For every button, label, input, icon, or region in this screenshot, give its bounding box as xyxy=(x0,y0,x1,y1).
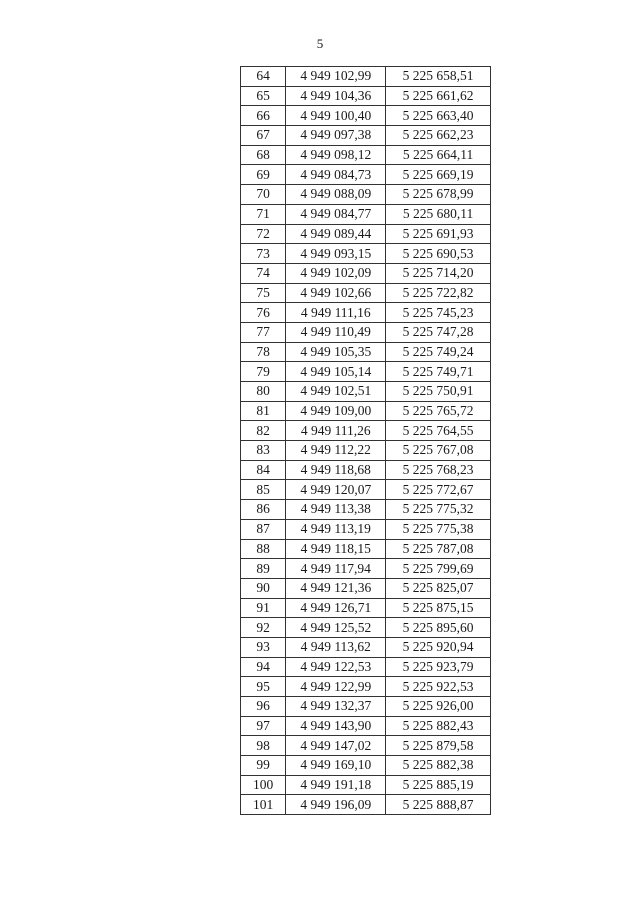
y-coordinate-cell: 5 225 879,58 xyxy=(386,736,491,756)
table-row xyxy=(241,283,491,303)
table-row xyxy=(241,500,491,520)
point-number-cell: 95 xyxy=(241,677,286,697)
point-number-cell: 99 xyxy=(241,756,286,776)
x-coordinate-cell: 4 949 102,09 xyxy=(286,263,386,283)
x-coordinate-cell: 4 949 126,71 xyxy=(286,598,386,618)
y-coordinate-cell: 5 225 775,38 xyxy=(386,519,491,539)
point-number-cell: 65 xyxy=(241,86,286,106)
point-number-cell: 100 xyxy=(241,775,286,795)
y-coordinate-cell: 5 225 882,38 xyxy=(386,756,491,776)
point-number-cell: 77 xyxy=(241,322,286,342)
x-coordinate-cell: 4 949 084,73 xyxy=(286,165,386,185)
y-coordinate-cell: 5 225 749,24 xyxy=(386,342,491,362)
table-row xyxy=(241,795,491,815)
y-coordinate-cell: 5 225 922,53 xyxy=(386,677,491,697)
y-coordinate-cell: 5 225 747,28 xyxy=(386,322,491,342)
point-number-cell: 92 xyxy=(241,618,286,638)
y-coordinate-cell: 5 225 875,15 xyxy=(386,598,491,618)
y-coordinate-cell: 5 225 787,08 xyxy=(386,539,491,559)
x-coordinate-cell: 4 949 132,37 xyxy=(286,697,386,717)
y-coordinate-cell: 5 225 775,32 xyxy=(386,500,491,520)
x-coordinate-cell: 4 949 110,49 xyxy=(286,322,386,342)
point-number-cell: 69 xyxy=(241,165,286,185)
y-coordinate-cell: 5 225 662,23 xyxy=(386,126,491,146)
table-row xyxy=(241,224,491,244)
y-coordinate-cell: 5 225 745,23 xyxy=(386,303,491,323)
y-coordinate-cell: 5 225 750,91 xyxy=(386,382,491,402)
x-coordinate-cell: 4 949 093,15 xyxy=(286,244,386,264)
y-coordinate-cell: 5 225 888,87 xyxy=(386,795,491,815)
point-number-cell: 101 xyxy=(241,795,286,815)
point-number-cell: 96 xyxy=(241,697,286,717)
y-coordinate-cell: 5 225 658,51 xyxy=(386,67,491,87)
y-coordinate-cell: 5 225 767,08 xyxy=(386,441,491,461)
y-coordinate-cell: 5 225 765,72 xyxy=(386,401,491,421)
table-row xyxy=(241,145,491,165)
x-coordinate-cell: 4 949 113,38 xyxy=(286,500,386,520)
x-coordinate-cell: 4 949 098,12 xyxy=(286,145,386,165)
table-row xyxy=(241,657,491,677)
x-coordinate-cell: 4 949 147,02 xyxy=(286,736,386,756)
point-number-cell: 67 xyxy=(241,126,286,146)
y-coordinate-cell: 5 225 664,11 xyxy=(386,145,491,165)
x-coordinate-cell: 4 949 121,36 xyxy=(286,578,386,598)
table-row xyxy=(241,578,491,598)
point-number-cell: 83 xyxy=(241,441,286,461)
point-number-cell: 90 xyxy=(241,578,286,598)
point-number-cell: 98 xyxy=(241,736,286,756)
point-number-cell: 97 xyxy=(241,716,286,736)
x-coordinate-cell: 4 949 118,15 xyxy=(286,539,386,559)
point-number-cell: 89 xyxy=(241,559,286,579)
x-coordinate-cell: 4 949 109,00 xyxy=(286,401,386,421)
x-coordinate-cell: 4 949 120,07 xyxy=(286,480,386,500)
table-row xyxy=(241,263,491,283)
point-number-cell: 82 xyxy=(241,421,286,441)
table-row xyxy=(241,441,491,461)
point-number-cell: 71 xyxy=(241,204,286,224)
page-number: 5 xyxy=(316,36,324,51)
table-row xyxy=(241,362,491,382)
table-row xyxy=(241,86,491,106)
x-coordinate-cell: 4 949 102,99 xyxy=(286,67,386,87)
x-coordinate-cell: 4 949 113,62 xyxy=(286,637,386,657)
table-row xyxy=(241,775,491,795)
x-coordinate-cell: 4 949 089,44 xyxy=(286,224,386,244)
y-coordinate-cell: 5 225 926,00 xyxy=(386,697,491,717)
coordinates-table xyxy=(240,66,491,815)
point-number-cell: 78 xyxy=(241,342,286,362)
x-coordinate-cell: 4 949 105,35 xyxy=(286,342,386,362)
table-row xyxy=(241,716,491,736)
x-coordinate-cell: 4 949 111,16 xyxy=(286,303,386,323)
table-row xyxy=(241,244,491,264)
x-coordinate-cell: 4 949 111,26 xyxy=(286,421,386,441)
table-row xyxy=(241,322,491,342)
table-row xyxy=(241,185,491,205)
point-number-cell: 72 xyxy=(241,224,286,244)
table-row xyxy=(241,303,491,323)
y-coordinate-cell: 5 225 764,55 xyxy=(386,421,491,441)
point-number-cell: 73 xyxy=(241,244,286,264)
y-coordinate-cell: 5 225 678,99 xyxy=(386,185,491,205)
table-row xyxy=(241,67,491,87)
x-coordinate-cell: 4 949 122,53 xyxy=(286,657,386,677)
point-number-cell: 85 xyxy=(241,480,286,500)
x-coordinate-cell: 4 949 097,38 xyxy=(286,126,386,146)
y-coordinate-cell: 5 225 680,11 xyxy=(386,204,491,224)
table-row xyxy=(241,539,491,559)
y-coordinate-cell: 5 225 749,71 xyxy=(386,362,491,382)
table-row xyxy=(241,106,491,126)
point-number-cell: 64 xyxy=(241,67,286,87)
point-number-cell: 76 xyxy=(241,303,286,323)
point-number-cell: 94 xyxy=(241,657,286,677)
y-coordinate-cell: 5 225 690,53 xyxy=(386,244,491,264)
y-coordinate-cell: 5 225 663,40 xyxy=(386,106,491,126)
point-number-cell: 86 xyxy=(241,500,286,520)
table-row xyxy=(241,559,491,579)
y-coordinate-cell: 5 225 885,19 xyxy=(386,775,491,795)
point-number-cell: 84 xyxy=(241,460,286,480)
x-coordinate-cell: 4 949 102,66 xyxy=(286,283,386,303)
table-row xyxy=(241,756,491,776)
point-number-cell: 81 xyxy=(241,401,286,421)
table-row xyxy=(241,165,491,185)
y-coordinate-cell: 5 225 661,62 xyxy=(386,86,491,106)
table-row xyxy=(241,342,491,362)
table-row xyxy=(241,697,491,717)
y-coordinate-cell: 5 225 714,20 xyxy=(386,263,491,283)
x-coordinate-cell: 4 949 169,10 xyxy=(286,756,386,776)
y-coordinate-cell: 5 225 882,43 xyxy=(386,716,491,736)
x-coordinate-cell: 4 949 088,09 xyxy=(286,185,386,205)
x-coordinate-cell: 4 949 143,90 xyxy=(286,716,386,736)
y-coordinate-cell: 5 225 722,82 xyxy=(386,283,491,303)
table-row xyxy=(241,126,491,146)
point-number-cell: 75 xyxy=(241,283,286,303)
table-row xyxy=(241,598,491,618)
point-number-cell: 66 xyxy=(241,106,286,126)
x-coordinate-cell: 4 949 105,14 xyxy=(286,362,386,382)
point-number-cell: 87 xyxy=(241,519,286,539)
point-number-cell: 93 xyxy=(241,637,286,657)
x-coordinate-cell: 4 949 102,51 xyxy=(286,382,386,402)
x-coordinate-cell: 4 949 084,77 xyxy=(286,204,386,224)
x-coordinate-cell: 4 949 125,52 xyxy=(286,618,386,638)
x-coordinate-cell: 4 949 122,99 xyxy=(286,677,386,697)
x-coordinate-cell: 4 949 118,68 xyxy=(286,460,386,480)
point-number-cell: 88 xyxy=(241,539,286,559)
table-row xyxy=(241,401,491,421)
table-row xyxy=(241,736,491,756)
table-row xyxy=(241,519,491,539)
x-coordinate-cell: 4 949 113,19 xyxy=(286,519,386,539)
y-coordinate-cell: 5 225 799,69 xyxy=(386,559,491,579)
y-coordinate-cell: 5 225 895,60 xyxy=(386,618,491,638)
table-row xyxy=(241,421,491,441)
y-coordinate-cell: 5 225 920,94 xyxy=(386,637,491,657)
point-number-cell: 70 xyxy=(241,185,286,205)
table-row xyxy=(241,204,491,224)
table-row xyxy=(241,637,491,657)
x-coordinate-cell: 4 949 191,18 xyxy=(286,775,386,795)
coordinates-table-body xyxy=(241,67,491,815)
point-number-cell: 91 xyxy=(241,598,286,618)
x-coordinate-cell: 4 949 196,09 xyxy=(286,795,386,815)
table-row xyxy=(241,460,491,480)
y-coordinate-cell: 5 225 691,93 xyxy=(386,224,491,244)
y-coordinate-cell: 5 225 772,67 xyxy=(386,480,491,500)
y-coordinate-cell: 5 225 669,19 xyxy=(386,165,491,185)
y-coordinate-cell: 5 225 825,07 xyxy=(386,578,491,598)
point-number-cell: 74 xyxy=(241,263,286,283)
point-number-cell: 80 xyxy=(241,382,286,402)
point-number-cell: 79 xyxy=(241,362,286,382)
table-row xyxy=(241,677,491,697)
table-row xyxy=(241,618,491,638)
point-number-cell: 68 xyxy=(241,145,286,165)
x-coordinate-cell: 4 949 112,22 xyxy=(286,441,386,461)
y-coordinate-cell: 5 225 923,79 xyxy=(386,657,491,677)
table-row xyxy=(241,382,491,402)
x-coordinate-cell: 4 949 100,40 xyxy=(286,106,386,126)
x-coordinate-cell: 4 949 117,94 xyxy=(286,559,386,579)
table-row xyxy=(241,480,491,500)
y-coordinate-cell: 5 225 768,23 xyxy=(386,460,491,480)
x-coordinate-cell: 4 949 104,36 xyxy=(286,86,386,106)
